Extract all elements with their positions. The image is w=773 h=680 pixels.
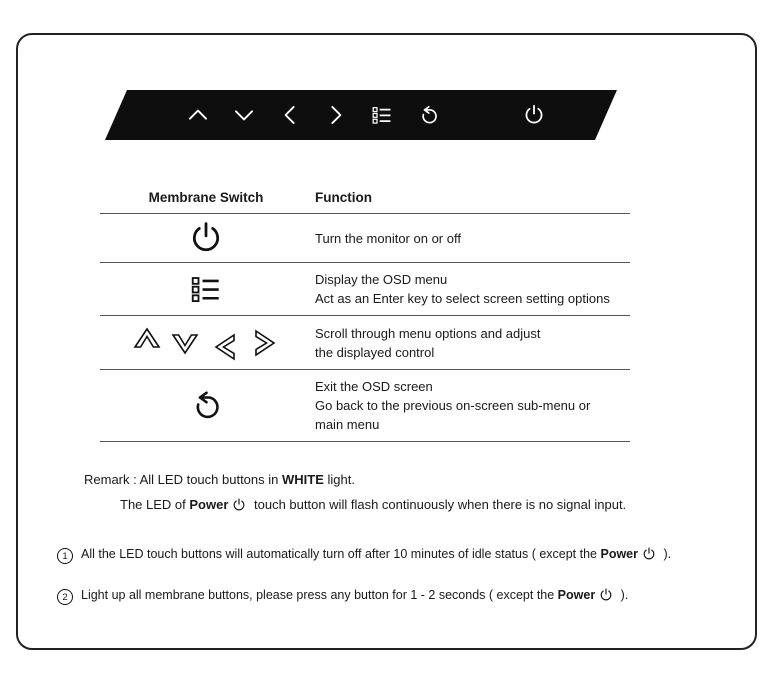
remark-block [84, 470, 626, 518]
function-text-line: Act as an Enter key to select screen setting options [315, 291, 610, 306]
note-item: 1 All the LED touch buttons will automatically turn off after 10 minutes of idle status ( except the Power ). [57, 547, 757, 564]
table-power-icon [100, 221, 312, 255]
table-header-membrane-switch: Membrane Switch [148, 190, 264, 205]
table-row [100, 370, 630, 442]
power-bold-text: Power [557, 588, 596, 602]
banner-osd-menu-icon [371, 104, 393, 126]
function-text-line: Exit the OSD screen [315, 379, 433, 394]
power-icon [642, 547, 656, 564]
power-bold-text: Power [189, 497, 229, 512]
note-number-badge: 2 [57, 589, 73, 605]
table-row [100, 214, 630, 263]
up-arrow-icon [132, 323, 162, 353]
power-icon [232, 498, 246, 518]
note-number-badge: 1 [57, 548, 73, 564]
note-item: 2 Light up all membrane buttons, please press any button for 1 - 2 seconds ( except the Power ). [57, 588, 757, 605]
membrane-switch-panel [105, 90, 617, 140]
function-text-line: main menu [315, 417, 380, 432]
right-arrow-icon [250, 328, 280, 358]
function-text-line: Scroll through menu options and adjust [315, 325, 541, 341]
remark-line-2: The LED of Power touch button will flash continuously when there is no signal input. [120, 495, 626, 518]
function-text-line: Turn the monitor on or off [315, 230, 461, 246]
notes-block [57, 547, 757, 629]
table-header-row [100, 190, 630, 214]
banner-up-arrow-icon [187, 104, 209, 126]
remark-line-1: Remark : All LED touch buttons in WHITE light. [84, 472, 355, 487]
banner-down-arrow-icon [233, 104, 255, 126]
table-return-icon [100, 390, 312, 422]
white-bold-text: WHITE [281, 472, 324, 487]
function-text-line: Go back to the previous on-screen sub-menu or [315, 398, 591, 413]
function-text-line: Display the OSD menu [315, 272, 448, 287]
table-row [100, 263, 630, 316]
banner-power-icon [523, 104, 545, 126]
banner-right-arrow-icon [325, 104, 347, 126]
table-row [100, 316, 630, 370]
table-osd-menu-icon [100, 274, 312, 304]
function-text-line: the displayed control [315, 344, 435, 360]
left-arrow-icon [210, 332, 240, 362]
down-arrow-icon [170, 329, 200, 359]
banner-left-arrow-icon [279, 104, 301, 126]
banner-return-icon [417, 104, 439, 126]
table-header-function: Function [315, 190, 372, 205]
function-table [100, 190, 630, 442]
table-direction-arrows [100, 323, 312, 362]
power-bold-text: Power [600, 547, 638, 561]
power-icon [599, 588, 613, 605]
